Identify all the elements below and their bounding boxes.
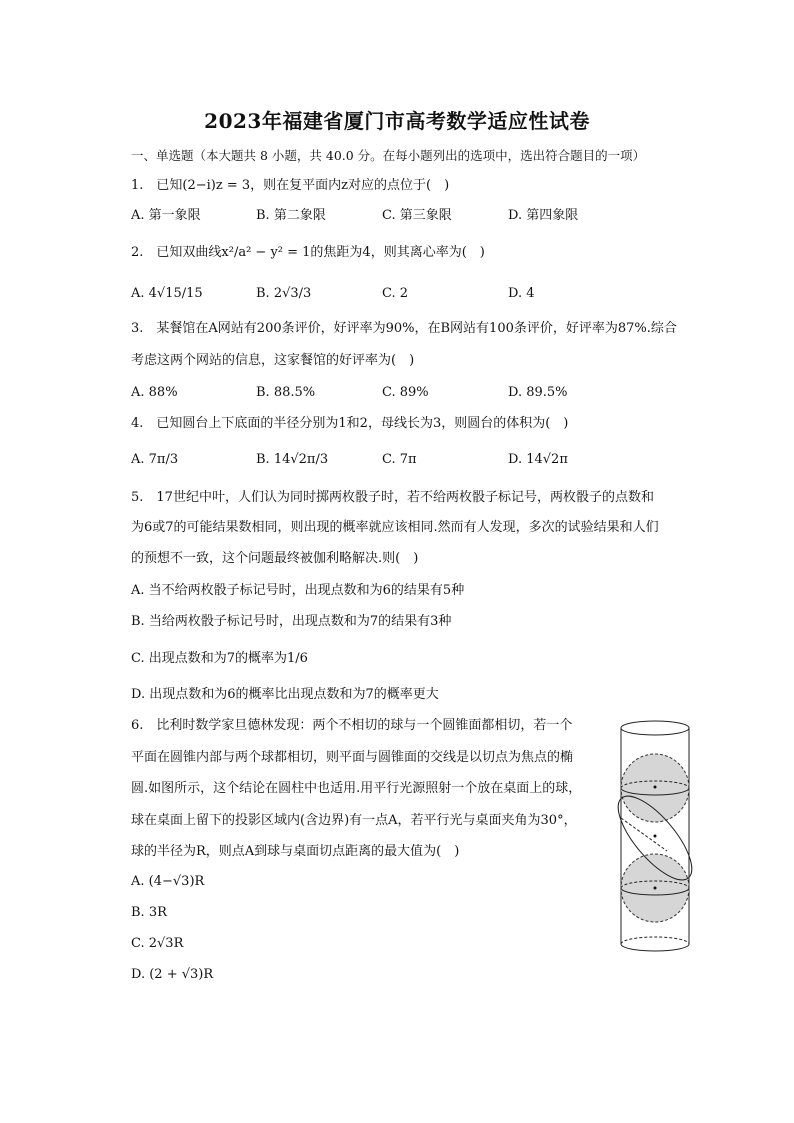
q6-option-c: C. 2√3R <box>131 936 184 951</box>
q3-option-c: C. 89% <box>382 385 429 400</box>
cylinder-bottom-back <box>621 937 689 944</box>
q6-option-a: A. (4−√3)R <box>131 874 205 889</box>
cylinder-spheres-figure <box>612 718 698 954</box>
q4-option-c: C. 7π <box>382 452 417 467</box>
question-2-stem: 2. 已知双曲线x²/a² − y² = 1的焦距为4，则其离心率为( ) <box>131 245 485 260</box>
q3-option-d: D. 89.5% <box>508 385 568 400</box>
question-5-stem-line-1: 5. 17世纪中叶，人们认为同时掷两枚骰子时，若不给两枚骰子标记号，两枚骰子的点数和 <box>131 490 654 505</box>
upper-sphere-center <box>654 786 657 789</box>
question-4-stem: 4. 已知圆台上下底面的半径分别为1和2，母线长为3，则圆台的体积为( ) <box>131 416 569 431</box>
q5-option-a: A. 当不给两枚骰子标记号时，出现点数和为6的结果有5种 <box>131 583 465 598</box>
section-heading: 一、单选题（本大题共 8 小题，共 40.0 分。在每小题列出的选项中，选出符合题目的一项） <box>131 148 646 163</box>
question-6-stem-line-4: 球在桌面上留下的投影区域内(含边界)有一点A，若平行光与桌面夹角为30°， <box>131 813 577 828</box>
page-title: 2023年福建省厦门市高考数学适应性试卷 <box>204 109 590 133</box>
question-6-stem-line-5: 球的半径为R，则点A到球与桌面切点距离的最大值为( ) <box>131 844 460 859</box>
question-5-stem-line-2: 为6或7的可能结果数相同，则出现的概率就应该相同.然而有人发现，多次的试验结果和人们 <box>131 520 659 535</box>
q5-option-d: D. 出现点数和为6的概率比出现点数和为7的概率更大 <box>131 687 439 702</box>
question-6-stem-line-2: 平面在圆锥内部与两个球都相切，则平面与圆锥面的交线是以切点为焦点的椭 <box>131 750 574 765</box>
question-3-stem-line-1: 3. 某餐馆在A网站有200条评价，好评率为90%，在B网站有100条评价，好评率为87%.综合 <box>131 321 677 336</box>
cylinder-bottom-front <box>621 944 689 951</box>
q2-option-d: D. 4 <box>508 286 535 301</box>
q1-option-d: D. 第四象限 <box>508 208 579 223</box>
q3-option-a: A. 88% <box>131 385 178 400</box>
q6-option-b: B. 3R <box>131 905 167 920</box>
q2-option-c: C. 2 <box>382 286 409 301</box>
q6-option-d: D. (2 + √3)R <box>131 967 214 982</box>
q1-option-a: A. 第一象限 <box>131 208 201 223</box>
q5-option-c: C. 出现点数和为7的概率为1/6 <box>131 651 308 666</box>
q2-option-a: A. 4√15/15 <box>131 286 203 301</box>
lower-sphere-center <box>654 887 657 890</box>
question-6-stem-line-3: 圆.如图所示，这个结论在圆柱中也适用.用平行光源照射一个放在桌面上的球， <box>131 781 582 796</box>
cylinder-top-ellipse <box>621 721 689 735</box>
ellipse-focus-point <box>654 835 657 838</box>
question-1-stem: 1. 已知(2−i)z = 3，则在复平面内z对应的点位于( ) <box>131 178 450 193</box>
q2-option-b: B. 2√3/3 <box>256 286 312 301</box>
q4-option-a: A. 7π/3 <box>131 452 179 467</box>
q1-option-b: B. 第二象限 <box>256 208 326 223</box>
q3-option-b: B. 88.5% <box>256 385 316 400</box>
question-3-stem-line-2: 考虑这两个网站的信息，这家餐馆的好评率为( ) <box>131 353 415 368</box>
q4-option-b: B. 14√2π/3 <box>256 452 329 467</box>
q5-option-b: B. 当给两枚骰子标记号时，出现点数和为7的结果有3种 <box>131 614 452 629</box>
q4-option-d: D. 14√2π <box>508 452 568 467</box>
q1-option-c: C. 第三象限 <box>382 208 452 223</box>
question-6-stem-line-1: 6. 比利时数学家旦德林发现：两个不相切的球与一个圆锥面都相切，若一个 <box>131 718 573 733</box>
question-5-stem-line-3: 的预想不一致，这个问题最终被伽利略解决.则( ) <box>131 551 419 566</box>
